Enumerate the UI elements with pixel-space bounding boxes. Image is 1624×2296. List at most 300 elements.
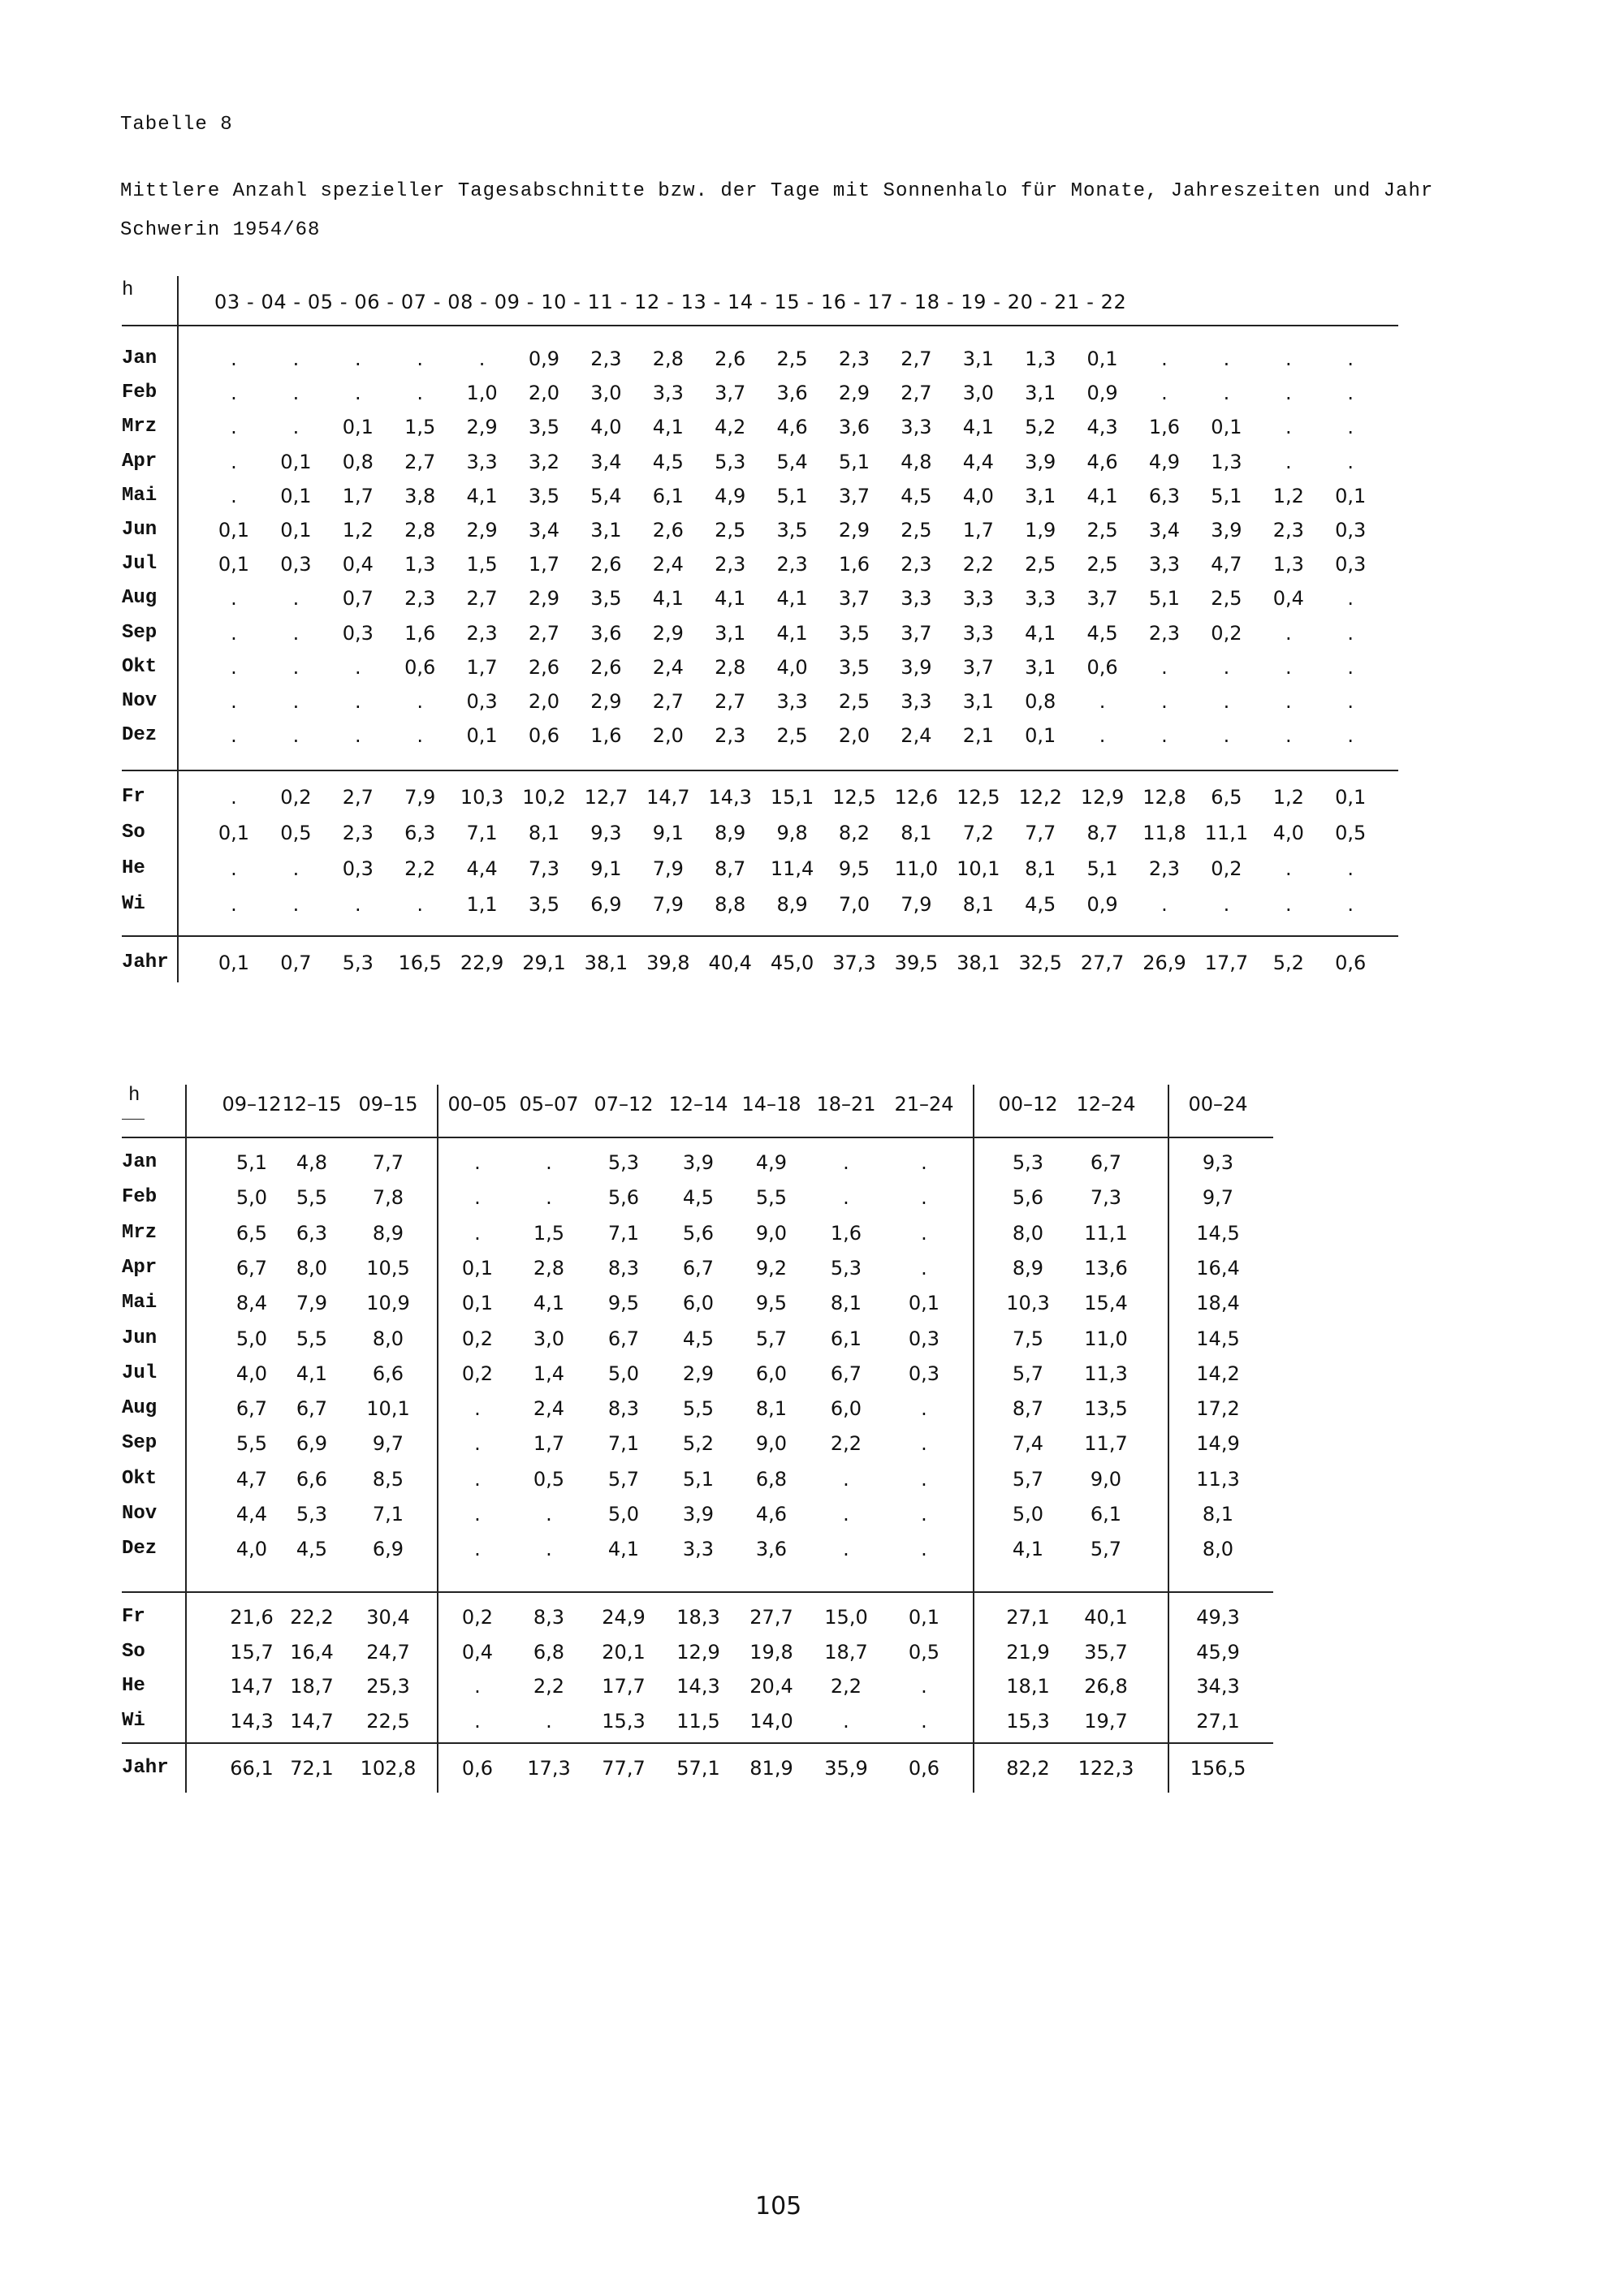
table1-cell: 3,5 [590, 587, 622, 611]
table2-cell: 6,9 [372, 1538, 404, 1561]
table1-cell: 7,1 [466, 822, 498, 844]
table1-cell: 3,1 [962, 690, 994, 713]
table1-cell: 3,3 [962, 587, 994, 611]
table2-column-header: 00–24 [1188, 1093, 1248, 1116]
table1-cell: 2,7 [466, 587, 498, 611]
table1-cell: 3,0 [962, 382, 994, 405]
table2-cell: 13,6 [1084, 1256, 1128, 1280]
table2-cell: 0,3 [908, 1362, 940, 1385]
table1-cell: 0,6 [1086, 655, 1118, 679]
table2-cell: . [474, 1397, 481, 1421]
table1-cell: . [1285, 416, 1292, 439]
table1-cell: . [292, 621, 300, 645]
table2-row-label: He [122, 1675, 145, 1697]
table2-row-label: Mai [122, 1292, 158, 1314]
table2-column-header: 07–12 [594, 1093, 654, 1116]
table2-cell: 14,2 [1196, 1362, 1240, 1385]
table1-cell: 1,6 [590, 724, 622, 748]
table1-cell: 4,1 [1086, 484, 1118, 507]
table1-cell: 1,7 [466, 655, 498, 679]
table1-cell: 2,9 [466, 416, 498, 439]
table2-cell: 15,0 [824, 1606, 868, 1629]
table2-row-label: Jan [122, 1151, 158, 1173]
table2-cell: 6,6 [296, 1467, 328, 1491]
table2-cell: 27,7 [749, 1606, 793, 1629]
table2-cell: 6,8 [755, 1467, 788, 1491]
table2-cell: 14,9 [1196, 1432, 1240, 1456]
table2-cell: 0,2 [461, 1362, 494, 1385]
table2-cell: 6,0 [830, 1397, 862, 1421]
table1-cell: 0,3 [342, 857, 374, 880]
table1-cell: 5,3 [342, 952, 374, 974]
table2-cell: 19,8 [749, 1640, 793, 1664]
table2-cell: 18,7 [824, 1640, 868, 1664]
table1-cell: 7,9 [652, 893, 684, 916]
table2-cell: 26,8 [1084, 1675, 1128, 1698]
table1-cell: 4,0 [590, 416, 622, 439]
table1-cell: 9,1 [590, 857, 622, 880]
table2-cell: 102,8 [360, 1757, 417, 1780]
table1-cell: 11,4 [770, 857, 814, 880]
table2-column-header: 12–24 [1076, 1093, 1136, 1116]
table1-months-rule [122, 770, 1398, 771]
table2-cell: 11,5 [676, 1709, 720, 1733]
table1-cell: 0,1 [1025, 724, 1056, 748]
table1-cell: . [417, 347, 423, 370]
table1-cell: 39,5 [894, 952, 939, 974]
table2-cell: 5,3 [1012, 1151, 1044, 1174]
table1-cell: 3,3 [466, 450, 498, 473]
table1-cell: 12,2 [1018, 786, 1062, 809]
table1-cell: 6,1 [652, 484, 684, 507]
page-number: 105 [755, 2192, 802, 2220]
table2-cell: 0,6 [908, 1757, 940, 1780]
table1-cell: . [1099, 724, 1106, 748]
table1-cell: 2,8 [404, 519, 436, 542]
table1-cell: 0,7 [342, 587, 374, 611]
table2-cell: . [843, 1503, 849, 1526]
table1-cell: 4,9 [1148, 450, 1181, 473]
table2-cell: 40,1 [1084, 1606, 1128, 1629]
table2-cell: 7,1 [372, 1503, 404, 1526]
table1-cell: . [1347, 857, 1354, 880]
table1-row-label: Jahr [122, 952, 169, 973]
table1-row-label: Dez [122, 724, 158, 747]
table1-row-label: Nov [122, 690, 158, 712]
table2-cell: . [474, 1221, 481, 1245]
table1-cell: 2,3 [838, 347, 870, 370]
table1-row-label: Okt [122, 655, 158, 678]
table1-cell: 5,1 [776, 484, 808, 507]
table1-row-label: He [122, 857, 145, 879]
table1-cell: 2,9 [590, 690, 622, 713]
table2-cell: 4,5 [682, 1327, 715, 1350]
table1-cell: 0,8 [342, 450, 374, 473]
table2-cell: 8,1 [830, 1292, 862, 1315]
table1-cell: . [417, 893, 423, 916]
table1-cell: 3,5 [528, 416, 560, 439]
table1-cell: 2,8 [652, 347, 684, 370]
table1-cell: 4,0 [1272, 822, 1304, 844]
table1-cell: 3,7 [901, 621, 932, 645]
table1-cell: 2,7 [528, 621, 560, 645]
table1-cell: 2,9 [652, 621, 684, 645]
table1-cell: 3,0 [590, 382, 622, 405]
table2-cell: 7,3 [1090, 1186, 1122, 1210]
table2-cell: 11,1 [1084, 1221, 1128, 1245]
table2-cell: 11,3 [1084, 1362, 1128, 1385]
table2-cell: 8,0 [296, 1256, 328, 1280]
table-title: Mittlere Anzahl spezieller Tagesabschnitte bzw. der Tage mit Sonnenhalo für Monate, Jahreszeiten und Jahr [120, 180, 1434, 202]
table1-cell: 0,4 [342, 553, 374, 576]
table1-cell: 3,6 [776, 382, 808, 405]
table2-cell: 10,9 [366, 1292, 410, 1315]
table2-cell: 11,0 [1084, 1327, 1128, 1350]
table1-cell: 38,1 [957, 952, 1000, 974]
table2-cell: 14,0 [749, 1709, 793, 1733]
table2-cell: 1,5 [533, 1221, 565, 1245]
table1-cell: 4,3 [1086, 416, 1118, 439]
table1-cell: . [1285, 893, 1292, 916]
table1-cell: 4,1 [652, 416, 684, 439]
table1-cell: 0,1 [1335, 484, 1367, 507]
table2-cell: 2,9 [682, 1362, 715, 1385]
table1-cell: 12,6 [894, 786, 939, 809]
table2-cell: 9,5 [755, 1292, 788, 1315]
table1-cell: . [1161, 690, 1168, 713]
table1-cell: . [1285, 724, 1292, 748]
table2-cell: . [921, 1709, 927, 1733]
table1-cell: 2,9 [466, 519, 498, 542]
table1-cell: 12,5 [832, 786, 876, 809]
table1-cell: 8,1 [1025, 857, 1056, 880]
table2-cell: 4,6 [755, 1503, 788, 1526]
table1-cell: 29,1 [522, 952, 566, 974]
table2-cell: 10,1 [366, 1397, 410, 1421]
table2-cell: . [921, 1397, 927, 1421]
table1-cell: . [1347, 450, 1354, 473]
table2-cell: . [546, 1186, 552, 1210]
table2-cell: 5,3 [296, 1503, 328, 1526]
table2-cell: 6,1 [830, 1327, 862, 1350]
table1-cell: 3,2 [528, 450, 560, 473]
table1-cell: 0,1 [280, 484, 312, 507]
table1-cell: . [292, 655, 300, 679]
table2-cell: 34,3 [1196, 1675, 1240, 1698]
table2-cell: . [921, 1467, 927, 1491]
table2-cell: 8,1 [1202, 1503, 1234, 1526]
table2-cell: . [474, 1675, 481, 1698]
table1-cell: 2,5 [776, 347, 808, 370]
table1-cell: 4,6 [1086, 450, 1118, 473]
table1-cell: . [292, 587, 300, 611]
table2-cell: 12,9 [676, 1640, 720, 1664]
table1-cell: 0,1 [218, 553, 250, 576]
table1-cell: 8,7 [715, 857, 746, 880]
table1-cell: 2,2 [962, 553, 994, 576]
table1-cell: 0,3 [280, 553, 312, 576]
table1-cell: 40,4 [708, 952, 752, 974]
table1-cell: 4,2 [715, 416, 746, 439]
table2-cell: 3,0 [533, 1327, 565, 1350]
table1-cell: . [1285, 382, 1292, 405]
table1-cell: 9,3 [590, 822, 622, 844]
table2-cell: 5,7 [755, 1327, 788, 1350]
table2-cell: 49,3 [1196, 1606, 1240, 1629]
table1-cell: 4,5 [652, 450, 684, 473]
table1-cell: 3,5 [528, 484, 560, 507]
table2-cell: 8,3 [533, 1606, 565, 1629]
table2-cell: 14,5 [1196, 1327, 1240, 1350]
table1-cell: 1,3 [1272, 553, 1304, 576]
table1-cell: . [231, 484, 237, 507]
table2-cell: 17,2 [1196, 1397, 1240, 1421]
table2-cell: 9,0 [1090, 1467, 1122, 1491]
table1-cell: 0,1 [1086, 347, 1118, 370]
table1-cell: . [1285, 347, 1292, 370]
table1-cell: 5,4 [590, 484, 622, 507]
table2-cell: 7,5 [1012, 1327, 1044, 1350]
table2-cell: 3,6 [755, 1538, 788, 1561]
table2-cell: 66,1 [230, 1757, 274, 1780]
table1-cell: 0,2 [1211, 857, 1242, 880]
table1-cell: 3,6 [590, 621, 622, 645]
table1-cell: 4,1 [776, 621, 808, 645]
table1-cell: 3,5 [776, 519, 808, 542]
table1-cell: 7,9 [901, 893, 932, 916]
table1-cell: 1,2 [342, 519, 374, 542]
table2-cell: 14,5 [1196, 1221, 1240, 1245]
table2-cell: 9,2 [755, 1256, 788, 1280]
table2-cell: 1,4 [533, 1362, 565, 1385]
table2-cell: 6,7 [235, 1397, 268, 1421]
table1-cell: . [231, 621, 237, 645]
table2-cell: 15,3 [1006, 1709, 1050, 1733]
table1-cell: 17,7 [1204, 952, 1249, 974]
table1-cell: 2,4 [901, 724, 932, 748]
table1-cell: 8,7 [1086, 822, 1118, 844]
table1-cell: 2,3 [590, 347, 622, 370]
table2-cell: 7,1 [607, 1432, 640, 1456]
table2-cell: 7,8 [372, 1186, 404, 1210]
table1-cell: . [1347, 690, 1354, 713]
table1-row-label: Fr [122, 786, 145, 808]
table2-cell: 8,7 [1012, 1397, 1044, 1421]
table1-cell: . [1223, 655, 1230, 679]
table1-cell: 8,1 [962, 893, 994, 916]
table2-column-header: 12–14 [668, 1093, 728, 1116]
table1-cell: 0,1 [1211, 416, 1242, 439]
table1-cell: 7,2 [962, 822, 994, 844]
table2-cell: 7,4 [1012, 1432, 1044, 1456]
table1-row-label: So [122, 822, 145, 844]
table-label: Tabelle 8 [120, 114, 233, 136]
table2-cell: 14,7 [290, 1709, 334, 1733]
table2-cell: 15,7 [230, 1640, 274, 1664]
table2-cell: 22,5 [366, 1709, 410, 1733]
table1-cell: 0,2 [1211, 621, 1242, 645]
table2-cell: 3,3 [682, 1538, 715, 1561]
table2-cell: 6,7 [682, 1256, 715, 1280]
table1-cell: 3,3 [1148, 553, 1181, 576]
table1-cell: 3,3 [1025, 587, 1056, 611]
table1-cell: . [231, 786, 237, 809]
table1-cell: . [1223, 893, 1230, 916]
table2-column-header: 21–24 [894, 1093, 954, 1116]
table2-cell: 8,0 [372, 1327, 404, 1350]
table1-cell: 5,2 [1025, 416, 1056, 439]
table1-cell: 6,3 [1148, 484, 1181, 507]
table2-cell: 19,7 [1084, 1709, 1128, 1733]
table1-corner-label: h [122, 279, 135, 301]
table1-cell: 8,2 [838, 822, 870, 844]
table1-cell: 3,7 [962, 655, 994, 679]
table1-cell: . [354, 655, 361, 679]
table1-cell: 7,0 [838, 893, 870, 916]
table2-cell: 5,5 [296, 1327, 328, 1350]
table2-cell: 6,0 [755, 1362, 788, 1385]
table1-cell: 45,0 [770, 952, 814, 974]
table1-cell: . [1347, 621, 1354, 645]
table2-cell: . [843, 1538, 849, 1561]
table2-cell: 5,7 [1012, 1467, 1044, 1491]
table2-cell: 3,9 [682, 1503, 715, 1526]
table1-cell: 4,0 [962, 484, 994, 507]
table2-cell: . [474, 1467, 481, 1491]
table1-cell: 7,9 [652, 857, 684, 880]
table1-cell: 9,1 [652, 822, 684, 844]
table1-row-label: Feb [122, 382, 158, 404]
table1-cell: 6,5 [1211, 786, 1242, 809]
table1-cell: 0,9 [528, 347, 560, 370]
table1-cell: . [292, 347, 300, 370]
table1-cell: 2,3 [1272, 519, 1304, 542]
table2-cell: 4,1 [296, 1362, 328, 1385]
table2-cell: 9,0 [755, 1432, 788, 1456]
table1-cell: 2,5 [1211, 587, 1242, 611]
table1-cell: 8,1 [901, 822, 932, 844]
table2-cell: 8,5 [372, 1467, 404, 1491]
table2-cell: 6,6 [372, 1362, 404, 1385]
table1-cell: 0,6 [404, 655, 436, 679]
table2-cell: 122,3 [1078, 1757, 1134, 1780]
table1-cell: 12,7 [584, 786, 628, 809]
table2-cell: 8,3 [607, 1256, 640, 1280]
table1-cell: 2,3 [715, 553, 746, 576]
table2-cell: 4,5 [296, 1538, 328, 1561]
table1-cell: 2,4 [652, 553, 684, 576]
table2-cell: 1,7 [533, 1432, 565, 1456]
table1-cell: 1,5 [466, 553, 498, 576]
table1-cell: 2,7 [652, 690, 684, 713]
table2-vertical-rule-1 [185, 1085, 187, 1793]
table2-column-header: 12–15 [282, 1093, 342, 1116]
table2-vertical-rule-4 [1168, 1085, 1169, 1793]
table2-cell: 20,1 [602, 1640, 646, 1664]
table1-cell: 8,8 [715, 893, 746, 916]
table1-cell: . [1347, 724, 1354, 748]
table1-cell: 4,1 [776, 587, 808, 611]
table1-cell: . [231, 382, 237, 405]
table2-cell: 5,6 [607, 1186, 640, 1210]
table2-cell: 5,7 [1012, 1362, 1044, 1385]
table2-cell: 2,4 [533, 1397, 565, 1421]
table1-cell: 1,6 [838, 553, 870, 576]
table2-cell: . [474, 1186, 481, 1210]
table1-cell: 0,5 [1335, 822, 1367, 844]
table1-cell: 4,1 [652, 587, 684, 611]
table1-cell: 2,8 [715, 655, 746, 679]
table1-seasons-rule [122, 935, 1398, 937]
table2-row-label: Mrz [122, 1221, 158, 1244]
table1-cell: 4,5 [1086, 621, 1118, 645]
table1-cell: 2,6 [652, 519, 684, 542]
table1-row-label: Jul [122, 553, 158, 576]
table1-cell: . [1223, 382, 1230, 405]
table2-cell: 9,3 [1202, 1151, 1234, 1174]
table1-cell: 0,9 [1086, 893, 1118, 916]
table1-cell: 3,7 [715, 382, 746, 405]
table1-cell: 26,9 [1142, 952, 1186, 974]
table1-cell: 1,0 [466, 382, 498, 405]
table2-seasons-rule [122, 1742, 1273, 1744]
table2-column-header: 00–05 [447, 1093, 508, 1116]
table2-cell: . [474, 1432, 481, 1456]
table2-cell: 18,4 [1196, 1292, 1240, 1315]
table1-cell: 2,7 [404, 450, 436, 473]
table2-cell: 8,3 [607, 1397, 640, 1421]
table1-row-label: Mai [122, 484, 158, 507]
table1-cell: 15,1 [770, 786, 814, 809]
table2-cell: 8,4 [235, 1292, 268, 1315]
table1-row-label: Aug [122, 587, 158, 610]
table1-cell: 3,9 [1211, 519, 1242, 542]
table2-cell: 0,2 [461, 1606, 494, 1629]
table1-cell: . [1347, 416, 1354, 439]
table1-cell: 2,1 [962, 724, 994, 748]
table2-cell: 5,6 [682, 1221, 715, 1245]
table2-cell: 5,5 [682, 1397, 715, 1421]
table1-cell: 4,4 [962, 450, 994, 473]
table1-cell: . [354, 893, 361, 916]
table1-cell: 1,5 [404, 416, 436, 439]
table2-cell: . [843, 1467, 849, 1491]
table2-row-label: Wi [122, 1709, 145, 1732]
table2-cell: . [546, 1709, 552, 1733]
table2-cell: 9,5 [607, 1292, 640, 1315]
table1-cell: 12,5 [957, 786, 1000, 809]
table2-cell: 5,6 [1012, 1186, 1044, 1210]
table1-cell: 1,3 [404, 553, 436, 576]
table1-cell: . [354, 347, 361, 370]
table1-cell: . [292, 382, 300, 405]
table1-cell: 2,9 [838, 382, 870, 405]
table2-cell: 21,6 [230, 1606, 274, 1629]
table1-cell: . [292, 893, 300, 916]
table1-cell: . [292, 416, 300, 439]
table1-cell: 32,5 [1018, 952, 1062, 974]
table1-cell: . [1099, 690, 1106, 713]
table2-row-label: Nov [122, 1503, 158, 1525]
table1-cell: 3,5 [838, 621, 870, 645]
table1-cell: 2,3 [776, 553, 808, 576]
table1-cell: 0,3 [1335, 519, 1367, 542]
table2-cell: 4,8 [296, 1151, 328, 1174]
table1-cell: 0,7 [280, 952, 312, 974]
table1-cell: 4,8 [901, 450, 932, 473]
table1-cell: . [1347, 655, 1354, 679]
table1-cell: 5,3 [715, 450, 746, 473]
